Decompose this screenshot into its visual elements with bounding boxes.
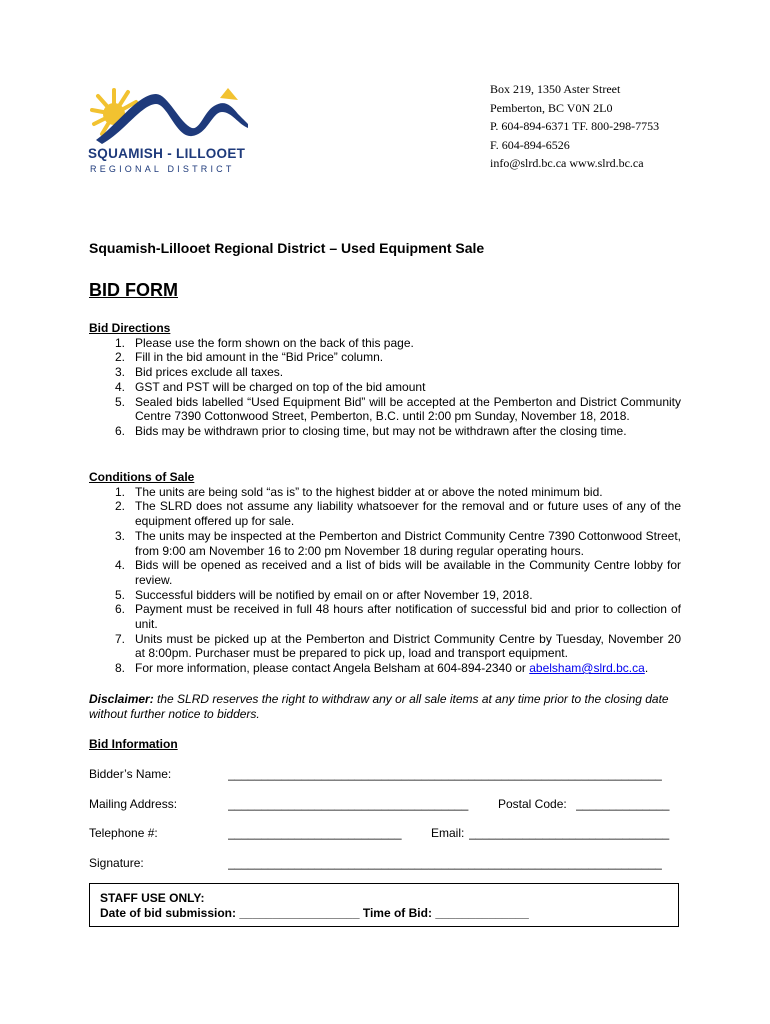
bidder-name-field[interactable]: _________________________________________________________________	[228, 767, 662, 781]
mailing-address-field[interactable]: ____________________________________	[228, 797, 469, 811]
signature-field[interactable]: _________________________________________________________________	[228, 856, 662, 870]
signature-label: Signature:	[89, 856, 144, 870]
time-of-bid-field[interactable]: ______________	[435, 906, 529, 920]
list-item: 5 . Sealed bids labelled “Used Equipment Bid” will be accepted at the Pemberton and District Community Centre 7390 Cottonwood Street, Pemberton, B.C. until 2:00 pm Sunday, November 18, 2018.	[89, 395, 681, 424]
mailing-address-label: Mailing Address:	[89, 797, 178, 811]
sun-mountains-icon	[88, 84, 256, 148]
list-item: 3 . Bid prices exclude all taxes.	[89, 365, 681, 380]
disclaimer	[89, 692, 681, 722]
conditions-section	[89, 470, 681, 676]
slrd-logo	[88, 84, 256, 180]
contact-email-link[interactable]: abelsham@slrd.bc.ca	[529, 661, 645, 676]
telephone-label: Telephone #:	[89, 826, 158, 840]
bid-directions-heading: Bid Directions	[89, 321, 171, 335]
postal-code-field[interactable]: ______________	[576, 797, 670, 811]
staff-use-box	[89, 883, 679, 927]
list-item: 2 . Fill in the bid amount in the “Bid Price” column.	[89, 350, 681, 365]
list-item: 6 . Bids may be withdrawn prior to closing time, but may not be withdrawn after the closing time.	[89, 424, 681, 439]
list-item: 8 . For more information, please contact Angela Belsham at 604-894-2340 or abelsham@slrd.bc.ca.	[89, 661, 681, 676]
conditions-heading: Conditions of Sale	[89, 470, 195, 484]
time-of-bid-label: Time of Bid:	[362, 906, 432, 920]
email-field[interactable]: ______________________________	[469, 826, 670, 840]
list-item: 6 . Payment must be received in full 48 hours after notification of successful bid and prior to collection of unit.	[89, 602, 681, 631]
logo-name: SQUAMISH - LILLOOET	[88, 146, 246, 161]
list-item: 1 . Please use the form shown on the back of this page.	[89, 336, 681, 351]
disclaimer-label: Disclaimer:	[89, 692, 154, 706]
logo-subtitle: REGIONAL DISTRICT	[90, 164, 235, 174]
address-line: Pemberton, BC V0N 2L0	[490, 100, 613, 115]
telephone-field[interactable]: __________________________	[228, 826, 402, 840]
list-item: 4 . Bids will be opened as received and a list of bids will be available in the Community Centre lobby for review.	[89, 558, 681, 587]
list-item: 1 . The units are being sold “as is” to the highest bidder at or above the noted minimum bid.	[89, 485, 681, 500]
address-line: Box 219, 1350 Aster Street	[490, 82, 621, 96]
list-item: 2 . The SLRD does not assume any liability whatsoever for the removal and or future uses of any of the equipment offered up for sale.	[89, 499, 681, 528]
contact-line: info@slrd.bc.ca www.slrd.bc.ca	[490, 156, 644, 171]
bid-directions-section	[89, 321, 681, 439]
list-item: 7 . Units must be picked up at the Pemberton and District Community Centre by Tuesday, November 20 at 8:00pm. Purchaser must be prepared to pick up, load and transport equipment.	[89, 632, 681, 661]
page-title: BID FORM	[89, 280, 178, 300]
bidder-name-label: Bidder’s Name:	[89, 767, 172, 781]
list-item: 5 . Successful bidders will be notified by email on or after November 19, 2018.	[89, 588, 681, 603]
list-item: 4 . GST and PST will be charged on top of the bid amount	[89, 380, 681, 395]
date-of-bid-field[interactable]: __________________	[239, 906, 360, 920]
bid-information-heading: Bid Information	[89, 737, 178, 751]
page-subtitle: Squamish-Lillooet Regional District – Used Equipment Sale	[89, 240, 485, 256]
phone-line: P. 604-894-6371 TF. 800-298-7753	[490, 119, 660, 134]
staff-use-fields	[100, 906, 529, 920]
disclaimer-text: the SLRD reserves the right to withdraw any or all sale items at any time prior to the closing date without further notice to bidders.	[89, 692, 669, 721]
email-label: Email:	[431, 826, 465, 840]
address-block	[490, 80, 659, 173]
date-of-bid-label: Date of bid submission:	[100, 906, 237, 920]
fax-line: F. 604-894-6526	[490, 137, 570, 152]
postal-code-label: Postal Code:	[498, 797, 567, 811]
list-item: 3 . The units may be inspected at the Pemberton and District Community Centre 7390 Cottonwood Street, from 9:00 am November 16 to 2:00 pm November 18 during regular operating hours.	[89, 529, 681, 558]
staff-use-heading: STAFF USE ONLY:	[100, 891, 205, 905]
